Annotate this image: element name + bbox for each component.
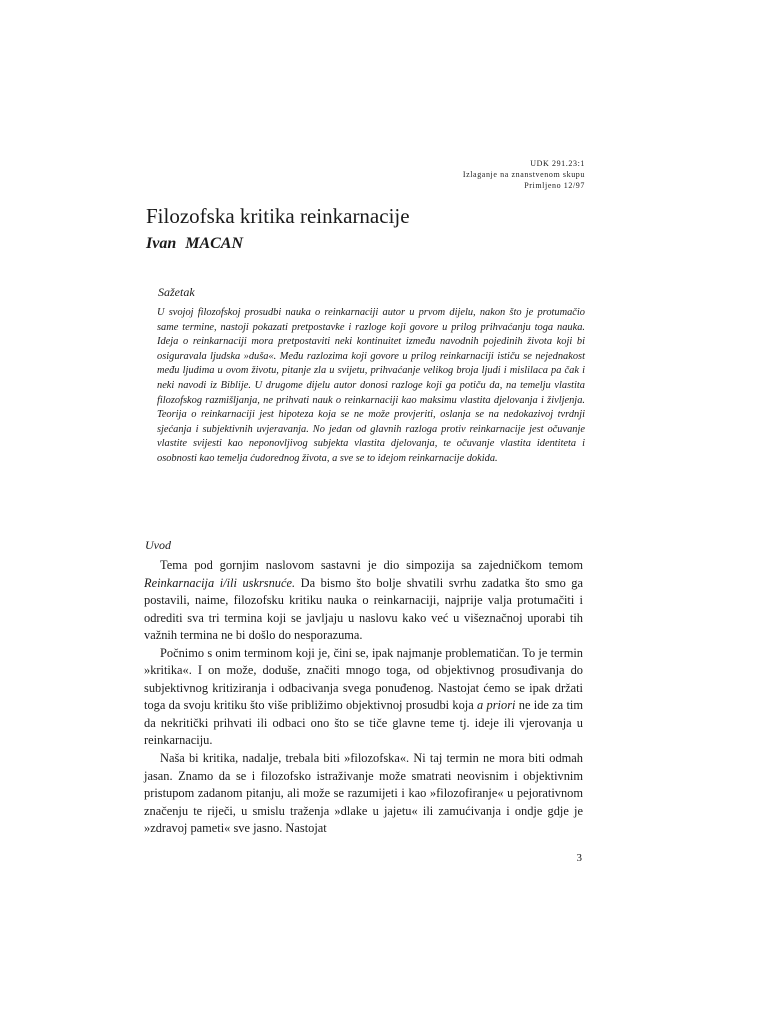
article-type: Izlaganje na znanstvenom skupu (462, 170, 585, 179)
article-author: Ivan MACAN (146, 235, 244, 252)
paragraph-3: Naša bi kritika, nadalje, trebala biti »filozofska«. Ni taj termin ne mora biti odmah jasan. Znamo da se i filozofsko istraživanje može smatrati neovisnim i objektivnim pristupom zadanom pitanju, ali može se razumijeti i kao »filozofiranje« u pejorativnom značenju te riječi, u smislu traženja »dlake u jajetu« ili zamućivanja i ondje gdje je »zdravoj pameti« sve jasno. Nastojat (144, 751, 583, 836)
received-date: Primljeno 12/97 (524, 181, 585, 190)
abstract-heading: Sažetak (158, 285, 195, 299)
emphasis-symposium-theme: Reinkarnacija i/ili uskrsnuće. (144, 575, 296, 590)
article-metadata (463, 158, 585, 191)
section-heading-intro: Uvod (145, 538, 171, 552)
abstract-text: U svojoj filozofskoj prosudbi nauka o reinkarnaciji autor u prvom dijelu, nakon što je protumačio same termine, nastoji pokazati pretpostavke i razloge koji govore u prilog prihvaćanju toga nauka. Ideja o reinkarnaciji mora pretpostaviti neki kontinuitet između navodnih pojedinih života koji bi osiguravala ljudska »duša«. Među razlozima koji govore u prilog reinkarnaciji ističu se nejednakost među ljudima u ovom životu, pitanje zla u svijetu, prihvaćanje velikog broja ljudi i mislilaca pa čak i neki navodi iz Biblije. U drugome dijelu autor donosi razloge koji ga potiču da, na temelju vlastita filozofskog razmišljanja, ne prihvati nauk o reinkarnaciji kao maksimu vlastita djelovanja i življenja. Teorija o reinkarnaciji jest hipoteza koja se ne može provjeriti, oslanja se na nedokazivoj tvrdnji sjećanja i subjektivnih uvjeravanja. No jedan od glavnih razloga protiv reinkarnacije jest očuvanje vlastite svijesti kao neponovljivog subjekta vlastita djelovanja, te očuvanje vlastita identiteta i osobnosti kao temelja ćudorednog života, a sve se to idejom reinkarnacije dokida. (157, 307, 585, 464)
article-title: Filozofska kritika reinkarnacije (146, 204, 410, 228)
paragraph-2: Počnimo s onim terminom koji je, čini se, ipak najmanje problematičan. To je termin »kritika«. I on može, doduše, značiti mnogo toga, od objektivnog prosuđivanja do subjektivnog kritiziranja i odbacivanja svega ponuđenog. Nastojat ćemo se ipak držati toga da svoju kritiku što više približimo objektivnoj prosudbi koja a priori ne ide za tim da nekritički prihvati ili odbaci ono što se tiče glavne teme tj. ideje ili vjerovanja u reinkarnaciju. (144, 645, 584, 748)
body-text (144, 557, 583, 838)
page-number: 3 (576, 852, 582, 864)
udk-code: UDK 291.23:1 (530, 159, 585, 168)
emphasis-a-priori: a priori (477, 698, 516, 713)
paragraph-1: Tema pod gornjim naslovom sastavni je dio simpozija sa zajedničkom temom Reinkarnacija i/ili uskrsnuće. Da bismo što bolje shvatili svrhu zadatka što smo ga postavili, naime, filozofsku kritiku nauka o reinkarnaciji, najprije valja protumačiti i odrediti sva tri termina koji se javljaju u naslovu kako već u višeznačnoj uporabi tih važnih termina ne bi došlo do nesporazuma. (144, 558, 583, 643)
